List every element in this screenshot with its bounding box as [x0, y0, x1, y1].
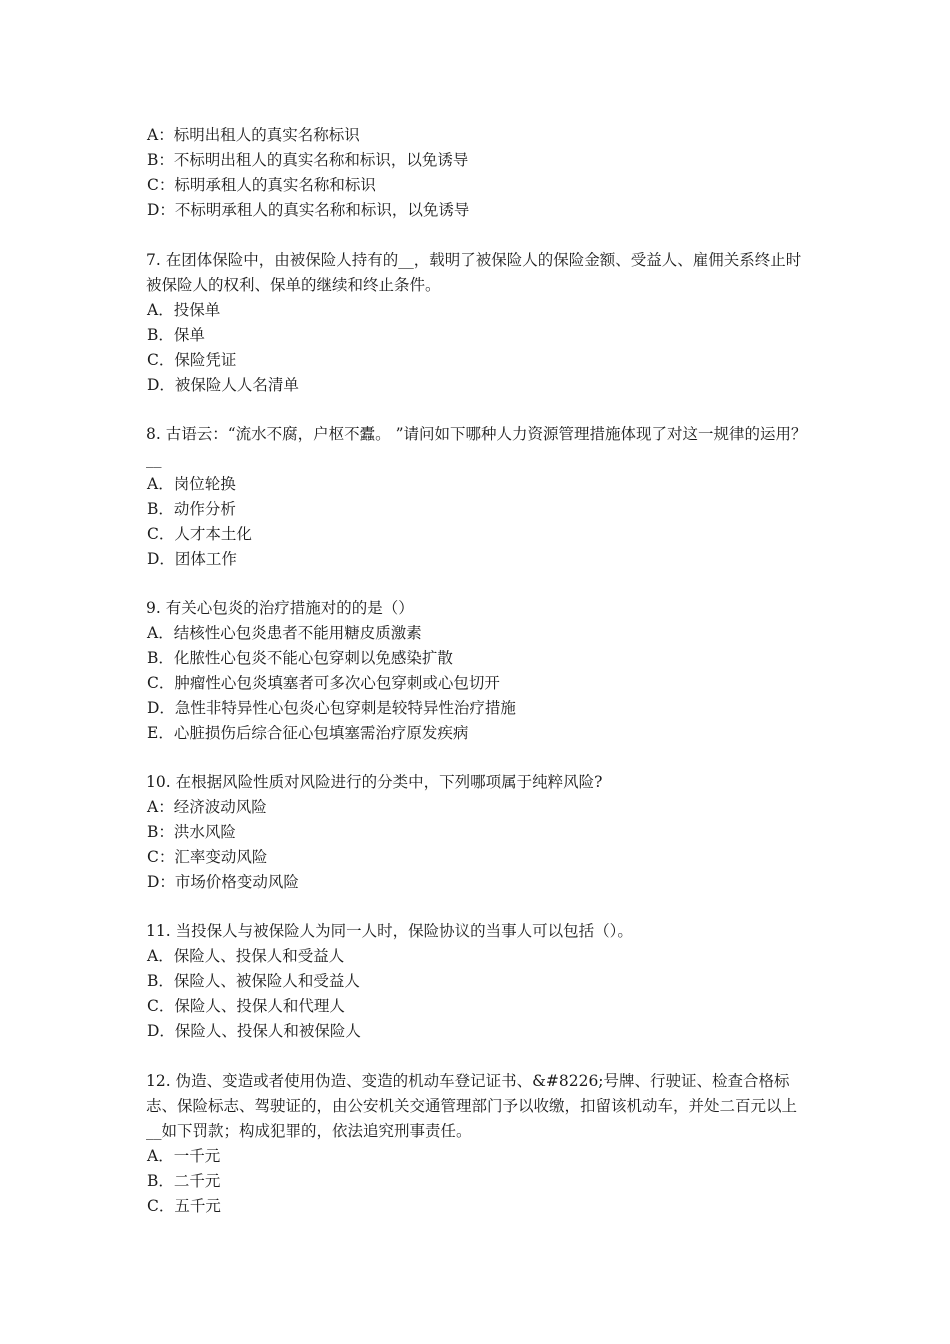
option-a: A：标明出租人的真实名称标识	[147, 126, 360, 144]
option-d: D．保险人、投保人和被保险人	[147, 1022, 361, 1040]
question-block-10	[146, 770, 812, 895]
option-d: D：不标明承租人的真实名称和标识，以免诱导	[147, 201, 470, 219]
option-c: C．保险人、投保人和代理人	[147, 997, 345, 1015]
question-block-9	[146, 596, 812, 746]
option-d: D．被保险人人名清单	[147, 376, 299, 394]
question-text: 10. 在根据风险性质对风险进行的分类中，下列哪项属于纯粹风险?	[146, 773, 603, 791]
question-block-6	[146, 123, 812, 223]
option-a: A．岗位轮换	[147, 475, 236, 493]
option-d: D．急性非特异性心包炎心包穿刺是较特异性治疗措施	[147, 699, 516, 717]
option-e: E．心脏损伤后综合征心包填塞需治疗原发疾病	[147, 724, 469, 742]
option-c: C：汇率变动风险	[147, 848, 268, 866]
option-c: C．保险凭证	[147, 351, 237, 369]
option-a: A．投保单	[147, 301, 221, 319]
option-d: D：市场价格变动风险	[147, 873, 299, 891]
option-c: C：标明承租人的真实名称和标识	[147, 176, 376, 194]
option-b: B：不标明出租人的真实名称和标识，以免诱导	[147, 151, 469, 169]
option-b: B．化脓性心包炎不能心包穿刺以免感染扩散	[147, 649, 453, 667]
option-a: A：经济波动风险	[147, 798, 267, 816]
option-d: D．团体工作	[147, 550, 237, 568]
question-block-7	[146, 248, 812, 398]
option-b: B．动作分析	[147, 500, 236, 518]
option-b: B：洪水风险	[147, 823, 236, 841]
option-a: A．结核性心包炎患者不能用糖皮质激素	[147, 624, 422, 642]
question-text: 7. 在团体保险中，由被保险人持有的__，载明了被保险人的保险金额、受益人、雇佣关系终止时被保险人的权利、保单的继续和终止条件。	[146, 251, 802, 294]
question-block-8	[146, 422, 812, 572]
question-text: 9. 有关心包炎的治疗措施对的的是（）	[146, 599, 414, 617]
question-block-12	[146, 1069, 812, 1219]
option-a: A．保险人、投保人和受益人	[147, 947, 345, 965]
option-b: B．保险人、被保险人和受益人	[147, 972, 360, 990]
question-text: 12. 伪造、变造或者使用伪造、变造的机动车登记证书、&#8226;号牌、行驶证、检查合格标志、保险标志、驾驶证的，由公安机关交通管理部门予以收缴，扣留该机动车，并处二百元以上__如下罚款；构成犯罪的，依法追究刑事责任。	[146, 1072, 798, 1140]
question-text: 8. 古语云：“流水不腐，户枢不蠹。 ”请问如下哪种人力资源管理措施体现了对这一规律的运用？__	[146, 425, 807, 468]
option-c: C．五千元	[147, 1197, 221, 1215]
question-text: 11. 当投保人与被保险人为同一人时，保险协议的当事人可以包括（）。	[146, 922, 633, 940]
option-c: C．人才本土化	[147, 525, 252, 543]
question-block-11	[146, 919, 812, 1044]
option-b: B．二千元	[147, 1172, 221, 1190]
option-a: A．一千元	[147, 1147, 221, 1165]
option-c: C．肿瘤性心包炎填塞者可多次心包穿刺或心包切开	[147, 674, 500, 692]
option-b: B．保单	[147, 326, 205, 344]
